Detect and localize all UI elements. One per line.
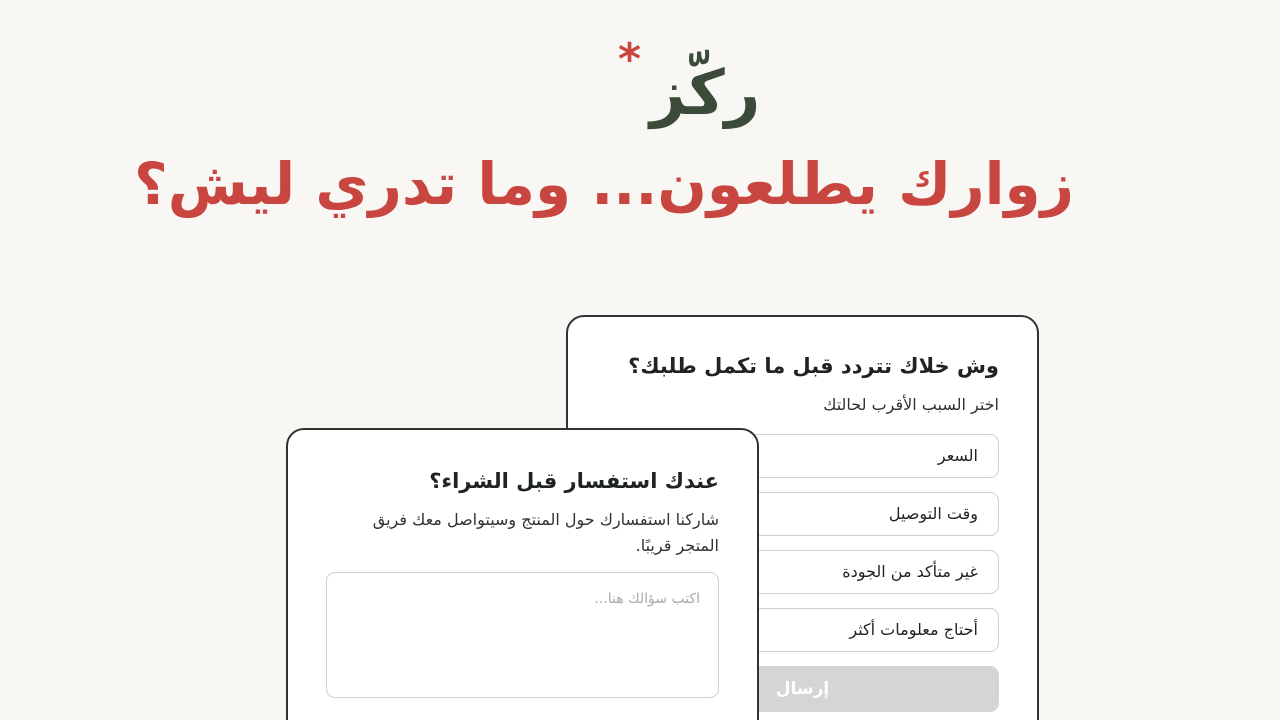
option-price[interactable]: السعر [606,434,999,478]
option-delivery-time[interactable]: وقت التوصيل [606,492,999,536]
inquiry-subtitle: شاركنا استفسارك حول المنتج وسيتواصل معك فريق المتجر قريبًا. [372,510,719,555]
inquiry-title: عندك استفسار قبل الشراء؟ [429,469,719,493]
inquiry-card [286,428,759,720]
question-input[interactable] [326,572,719,698]
brand-logo [610,28,760,138]
option-quality-unsure[interactable]: غير متأكد من الجودة [606,550,999,594]
submit-button[interactable]: إرسال [606,666,999,712]
survey-title: وش خلاك تتردد قبل ما تكمل طلبك؟ [628,354,999,378]
option-need-more-info[interactable]: أحتاج معلومات أكثر [606,608,999,652]
hero-headline: زوارك يطلعون... وما تدري ليش؟ [134,150,1074,218]
survey-subtitle: اختر السبب الأقرب لحالتك [823,395,999,415]
logo-star-icon: * [618,34,642,85]
question-placeholder: اكتب سؤالك هنا... [594,591,700,608]
logo-wordmark: ركّز [650,56,761,129]
